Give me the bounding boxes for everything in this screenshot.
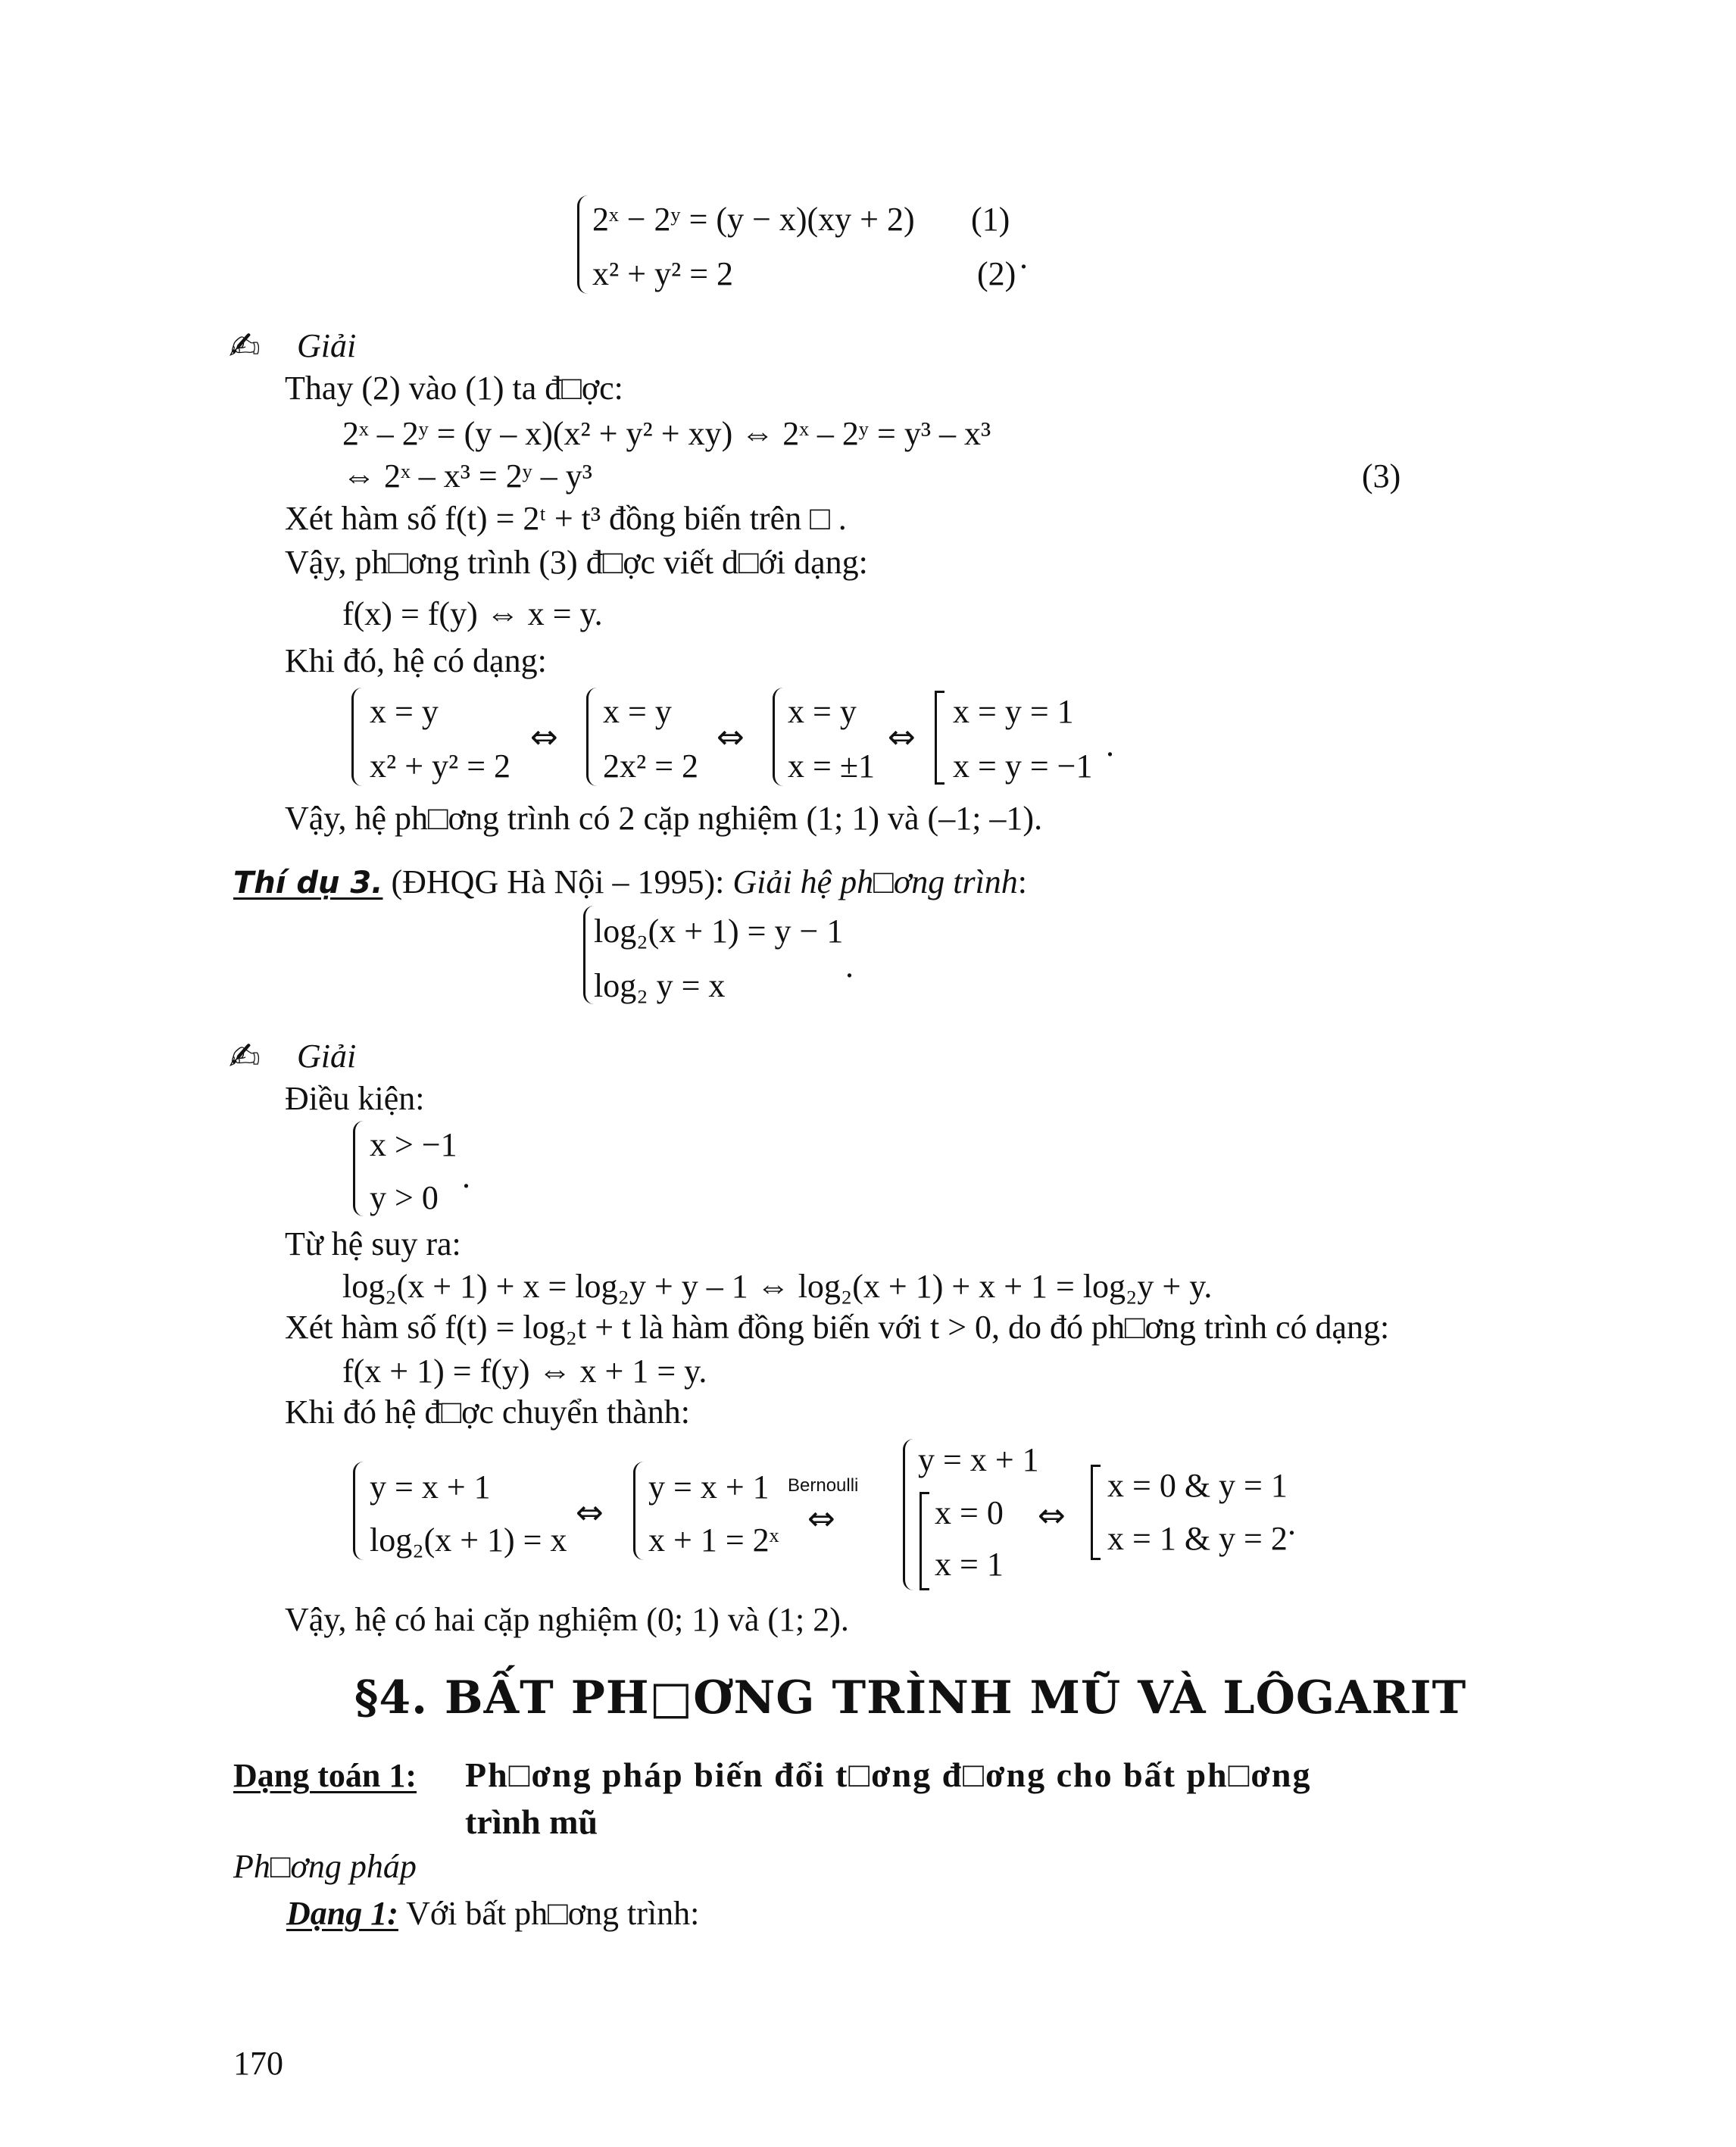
chain2-arrow-3: ⇔ bbox=[1038, 1496, 1066, 1535]
chain2-s4a: x = 0 & y = 1 bbox=[1107, 1467, 1288, 1504]
chain2-end: . bbox=[1288, 1505, 1296, 1542]
solution2-line5: Khi đó hệ đ□ợc chuyển thành: bbox=[285, 1393, 690, 1431]
solution2-line1: Từ hệ suy ra: bbox=[285, 1225, 461, 1262]
chain2-s3c: x = 1 bbox=[935, 1546, 1004, 1583]
solution2-line3: Xét hàm số f(t) = log₂t + t là hàm đồng biến với t > 0, do đó ph□ơng trình có dạng: bbox=[285, 1309, 1390, 1346]
solution1-line5: Vậy, ph□ơng trình (3) đ□ợc viết d□ới dạng: bbox=[285, 544, 868, 581]
chain2-s1a: y = x + 1 bbox=[370, 1468, 491, 1506]
chain1-arrow-1: ⇔ bbox=[530, 718, 558, 757]
solution1-line4: Xét hàm số f(t) = 2ᵗ + t³ đồng biến trên □ . bbox=[285, 500, 847, 537]
example3-label: Thí dụ 3. bbox=[233, 866, 383, 900]
solution2-line2: log₂(x + 1) + x = log₂y + y – 1 ⇔ log₂(x + 1) + x + 1 = log₂y + y. bbox=[342, 1268, 1213, 1305]
cond-brace bbox=[353, 1121, 366, 1216]
dang1-line bbox=[286, 1895, 699, 1933]
cond-end: . bbox=[462, 1158, 470, 1195]
top-eq1-label: (1) bbox=[971, 201, 1010, 238]
solution1-line2: 2ˣ – 2ʸ = (y – x)(x² + y² + xy) ⇔ 2ˣ – 2ʸ = y³ – x³ bbox=[342, 415, 991, 452]
chain1-s4b: x = y = −1 bbox=[953, 747, 1093, 785]
section-title: §4. BẤT PH□ƠNG TRÌNH MŨ VÀ LÔGARIT bbox=[354, 1671, 1467, 1724]
dang-toan-title-2: trình mũ bbox=[465, 1802, 598, 1841]
chain2-arrow-1: ⇔ bbox=[576, 1493, 604, 1532]
chain2-s3a: y = x + 1 bbox=[918, 1441, 1039, 1478]
dang1-label: Dạng 1: bbox=[286, 1895, 398, 1932]
top-eq2-label: (2) bbox=[977, 255, 1016, 292]
solution2-label: Giải bbox=[297, 1038, 357, 1075]
chain1-s2b: 2x² = 2 bbox=[603, 747, 699, 785]
pen-icon: ✍ bbox=[229, 324, 261, 368]
chain2-bernoulli: Bernoulli bbox=[788, 1475, 859, 1496]
solution1-label: Giải bbox=[297, 327, 357, 364]
example3-line bbox=[233, 863, 1027, 902]
chain1-s4a: x = y = 1 bbox=[953, 693, 1074, 730]
cond2: y > 0 bbox=[370, 1179, 439, 1216]
chain1-brace-2 bbox=[586, 688, 599, 786]
chain2-brace-3 bbox=[903, 1439, 916, 1590]
chain2-s4b: x = 1 & y = 2 bbox=[1107, 1520, 1288, 1557]
chain1-brace-3 bbox=[773, 688, 785, 786]
example3-end: . bbox=[845, 947, 854, 985]
solution2-cond-title: Điều kiện: bbox=[285, 1080, 425, 1117]
dang-toan-label: Dạng toán 1: bbox=[233, 1757, 417, 1794]
solution2-line4: f(x + 1) = f(y) ⇔ x + 1 = y. bbox=[342, 1353, 707, 1390]
solution1-line3: ⇔ 2ˣ – x³ = 2ʸ – y³ bbox=[342, 457, 592, 495]
chain2-arrow-2: ⇔ bbox=[807, 1499, 835, 1538]
top-eq1: 2ˣ − 2ʸ = (y − x)(xy + 2) bbox=[592, 201, 915, 238]
top-system-end: . bbox=[1019, 239, 1028, 276]
chain1-s1a: x = y bbox=[370, 693, 439, 730]
solution1-conclusion: Vậy, hệ ph□ơng trình có 2 cặp nghiệm (1; 1) và (–1; –1). bbox=[285, 800, 1043, 837]
solution1-line3-label: (3) bbox=[1362, 457, 1401, 495]
chain2-s2b: x + 1 = 2ˣ bbox=[648, 1521, 779, 1559]
chain2-s3b: x = 0 bbox=[935, 1494, 1004, 1531]
chain1-arrow-3: ⇔ bbox=[888, 718, 916, 757]
chain2-bracket-4 bbox=[1091, 1465, 1101, 1560]
dang-toan-title-1: Ph□ơng pháp biến đổi t□ơng đ□ơng cho bất ph□ơng bbox=[465, 1755, 1312, 1794]
example3-source: (ĐHQG Hà Nội – 1995): bbox=[391, 863, 725, 900]
chain1-end: . bbox=[1106, 726, 1114, 763]
solution2-conclusion: Vậy, hệ có hai cặp nghiệm (0; 1) và (1; 2). bbox=[285, 1601, 849, 1638]
solution1-line1: Thay (2) vào (1) ta đ□ợc: bbox=[285, 370, 623, 407]
top-eq2: x² + y² = 2 bbox=[592, 255, 734, 292]
example3-eq2: log₂ y = x bbox=[594, 967, 726, 1004]
solution1-line6: f(x) = f(y) ⇔ x = y. bbox=[342, 595, 603, 632]
example3-task: Giải hệ ph□ơng trình bbox=[732, 863, 1018, 900]
cond1: x > −1 bbox=[370, 1126, 457, 1163]
pen-icon-2: ✍ bbox=[229, 1034, 261, 1078]
chain2-s2a: y = x + 1 bbox=[648, 1468, 770, 1506]
chain1-s2a: x = y bbox=[603, 693, 672, 730]
chain1-brace-1 bbox=[351, 688, 364, 786]
chain2-brace-1 bbox=[353, 1462, 366, 1560]
chain1-bracket-4 bbox=[935, 691, 944, 785]
chain1-s3a: x = y bbox=[788, 693, 857, 730]
example3-colon: : bbox=[1017, 863, 1028, 900]
method-label: Ph□ơng pháp bbox=[233, 1848, 417, 1885]
dang1-text: Với bất ph□ơng trình: bbox=[406, 1895, 700, 1932]
chain2-s1b: log₂(x + 1) = x bbox=[370, 1521, 567, 1559]
solution1-line7: Khi đó, hệ có dạng: bbox=[285, 642, 547, 679]
chain1-s3b: x = ±1 bbox=[788, 747, 875, 785]
chain1-arrow-2: ⇔ bbox=[717, 718, 745, 757]
chain1-s1b: x² + y² = 2 bbox=[370, 747, 511, 785]
chain2-brace-2 bbox=[633, 1462, 646, 1560]
chain2-inner-bracket bbox=[920, 1492, 929, 1590]
page-number: 170 bbox=[233, 2045, 283, 2082]
example3-eq1: log₂(x + 1) = y − 1 bbox=[594, 913, 844, 950]
top-system-brace bbox=[577, 195, 590, 294]
